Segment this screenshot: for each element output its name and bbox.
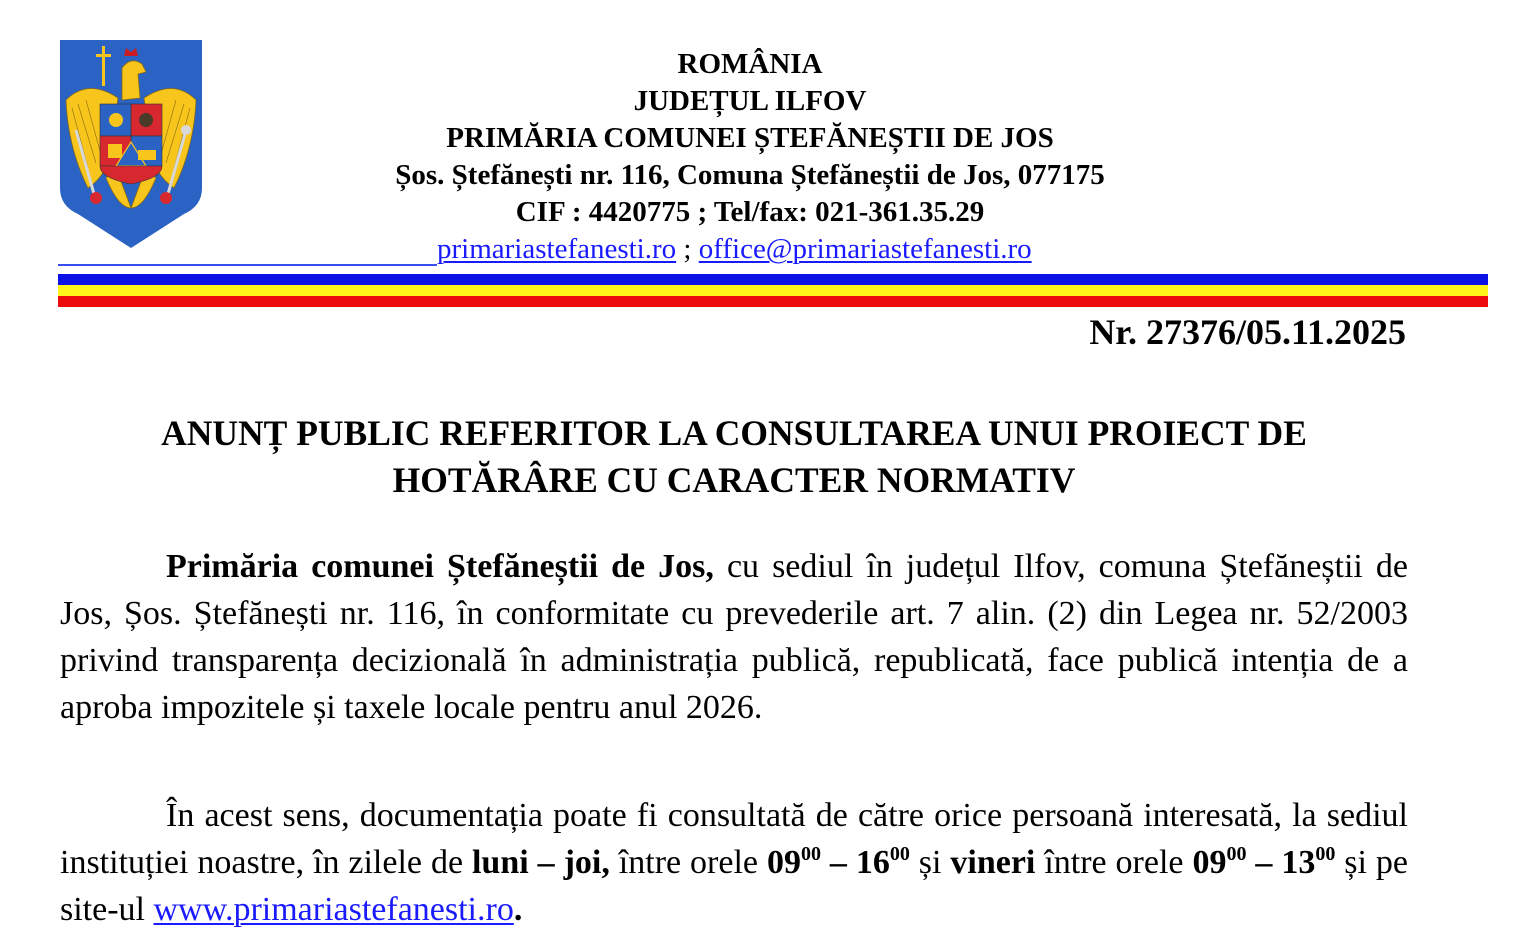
document-title bbox=[60, 410, 1408, 504]
tricolor-stripe-red bbox=[58, 296, 1488, 307]
website-link[interactable]: primariastefanesti.ro bbox=[437, 233, 677, 265]
header-cif-phone: CIF : 4420775 ; Tel/fax: 021-361.35.29 bbox=[515, 196, 985, 228]
weekday-hours: $09^{00} - 16^{00}$ bbox=[766, 843, 910, 881]
paragraph-body: cu sediul în județul Ilfov, comuna Ștefăneștii de Jos, Șos. Ștefănești nr. 116, în conformitate cu prevederile art. 7 alin. (2) din Legea nr. 52/2003 privind transparența decizională în administrația publică, republicată, face publică intenția de a aproba impozitele și taxele locale pentru anul 2026. bbox=[60, 548, 1408, 726]
site-link[interactable]: www.primariastefanesti.ro bbox=[153, 891, 514, 928]
paragraph-text: În acest sens, documentația poate fi consultată de către orice persoană interesată, la sediul instituției noastre, în zilele de bbox=[60, 797, 1408, 881]
header-office-name: PRIMĂRIA COMUNEI ȘTEFĂNEȘTII DE JOS bbox=[446, 122, 1054, 154]
paragraph-consultation bbox=[60, 792, 1408, 933]
header-links bbox=[437, 235, 1032, 264]
paragraph-lead-institution: Primăria comunei Ștefăneștii de Jos, bbox=[166, 548, 714, 585]
document-title-line-1: ANUNȚ PUBLIC REFERITOR LA CONSULTAREA UNUI PROIECT DE bbox=[161, 413, 1307, 453]
tricolor-stripe-yellow bbox=[58, 285, 1488, 296]
end-period: . bbox=[513, 891, 523, 928]
header-county: JUDEȚUL ILFOV bbox=[633, 85, 867, 117]
paragraph-text: între orele bbox=[1035, 844, 1193, 881]
header-country: ROMÂNIA bbox=[677, 48, 823, 80]
document-title-line-2: HOTĂRÂRE CU CARACTER NORMATIV bbox=[392, 460, 1076, 500]
header-address: Șos. Ștefănești nr. 116, Comuna Ștefăneștii de Jos, 077175 bbox=[395, 159, 1105, 191]
document-number: Nr. 27376/05.11.2025 bbox=[1089, 312, 1406, 352]
paragraph-text: între orele bbox=[609, 844, 767, 881]
paragraph-announcement bbox=[60, 543, 1408, 731]
email-link[interactable]: office@primariastefanesti.ro bbox=[698, 233, 1032, 265]
tricolor-stripe-blue bbox=[58, 274, 1488, 285]
links-separator: ; bbox=[676, 233, 699, 265]
link-underline-rule bbox=[58, 264, 437, 266]
paragraph-text: și bbox=[909, 844, 951, 881]
paragraph-text: și pe site-ul bbox=[60, 844, 1408, 928]
friday-hours: $09^{00} - 13^{00}$ bbox=[1192, 843, 1336, 881]
friday-label: vineri bbox=[950, 844, 1036, 881]
weekdays-label: luni – joi, bbox=[471, 844, 610, 881]
